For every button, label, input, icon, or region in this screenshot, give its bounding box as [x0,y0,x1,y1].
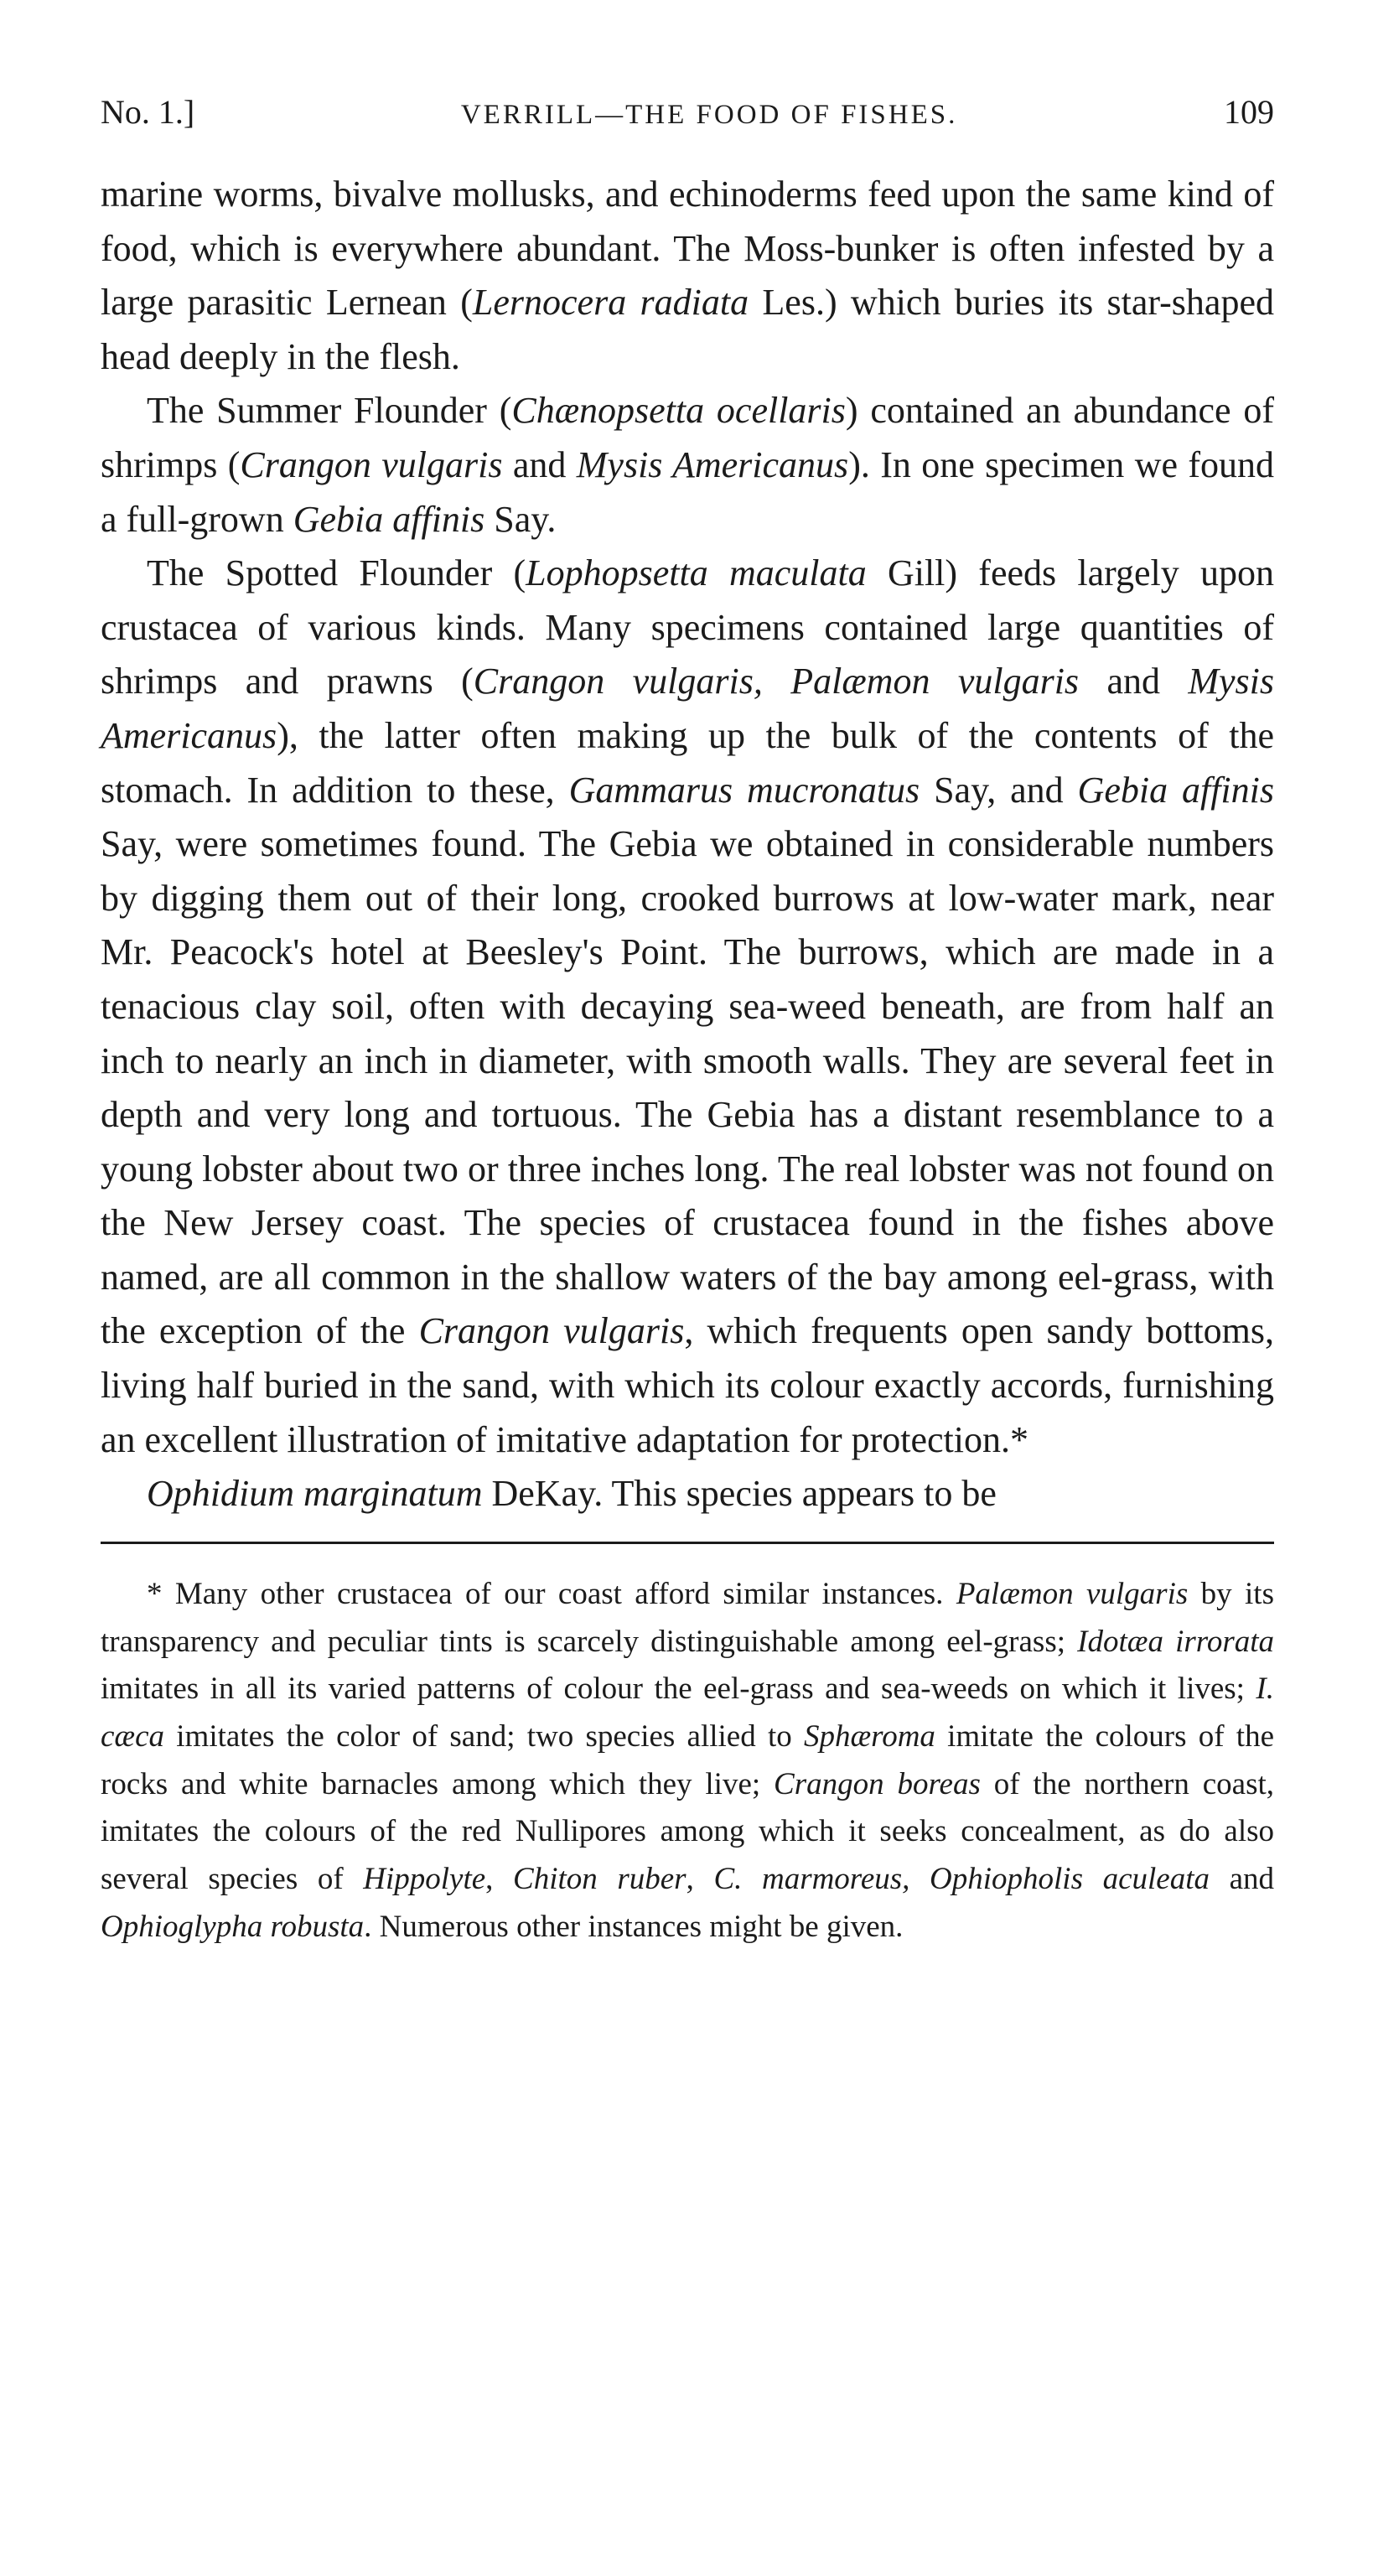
italic-text: Gebia affinis [1077,769,1274,811]
italic-text: Gebia affinis [293,498,485,540]
italic-text: Lernocera radiata [472,282,749,324]
footnote-divider [101,1542,1274,1544]
text-run: by its transparency and peculiar tints is scarcely distinguishable among eel-grass; [101,1576,1274,1659]
text-run: imitates the color of sand; two species allied to [164,1718,804,1754]
text-run: DeKay. This species appears to be [482,1473,997,1515]
italic-text: Idotæa irrorata [1077,1624,1274,1659]
italic-text: Lophopsetta maculata [526,552,867,594]
paragraph-4 [101,1467,1274,1521]
paragraph-1 [101,168,1274,384]
italic-text: Chænopsetta ocellaris [511,390,846,432]
italic-text: Crangon vulgaris, Palæmon vulgaris [473,661,1080,702]
italic-text: Crangon boreas [774,1766,981,1801]
italic-text: Chiton ruber [513,1862,686,1897]
text-run: , [485,1862,514,1897]
text-run: Say, were sometimes found. The Gebia we obtained in considerable numbers by digging them out of their long, crooked burrows at low-water mark, near Mr. Peacock's hotel at Beesley's Point. The burrows, which are made in a tenacious clay soil, often with decaying sea-weed beneath, are from half an inch to nearly an inch in diameter, with smooth walls. They are several feet in depth and very long and tortuous. The Gebia has a distant resemblance to a young lobster about two or three inches long. The real lobster was not found on the New Jersey coast. The species of crustacea found in the fishes above named, are all common in the shallow waters of the bay among eel-grass, with the exception of the [101,823,1274,1352]
text-run: ). In one specimen we found a full-grown [101,443,1275,540]
text-run: and [502,443,577,485]
italic-text: Gammarus mucronatus [568,769,920,811]
text-run: Say, and [920,769,1078,811]
text-run: of the northern coast, imitates the colours of the red Nullipores among which it seeks concealment, as do also several species of [101,1766,1274,1897]
text-run: * Many other crustacea of our coast afford similar instances. [147,1576,956,1611]
text-run: Say. [484,498,557,540]
page [101,92,1274,1951]
footnote [101,1571,1274,1951]
italic-text: Ophidium marginatum [147,1473,483,1515]
paragraph-3 [101,547,1274,1467]
italic-text: Ophioglypha robusta [101,1909,365,1944]
text-run: ) contained an abundance of shrimps ( [101,390,1274,485]
text-run: imitate the colours of the rocks and white barnacles among which they live; [101,1718,1274,1801]
text-run: Gill) feeds largely upon crustacea of various kinds. Many specimens contained large quantities of shrimps and prawns ( [101,552,1274,702]
italic-text: Mysis Americanus [576,443,849,485]
text-run: marine worms, bivalve mollusks, and echinoderms feed upon the same kind of food, which is everywhere abundant. The Moss-bunker is often infested by a large parasitic Lernean ( [101,174,1274,324]
italic-text: Mysis Americanus [101,661,1275,756]
italic-text: Crangon vulgaris [418,1310,685,1352]
italic-text: I. cæca [101,1672,1274,1754]
text-run: and [1079,661,1189,702]
text-run: Les.) which buries its star-shaped head deeply in the flesh. [101,282,1274,377]
text-run: The Spotted Flounder ( [147,552,526,594]
text-run: imitates in all its varied patterns of colour the eel-grass and sea-weeds on which it lives; [101,1672,1256,1707]
paragraph-2 [101,384,1274,547]
issue-number: No. 1.] [101,93,195,131]
text-run: , which frequents open sandy bottoms, living half buried in the sand, with which its colour exactly accords, furnishing an excellent illustration of imitative adaptation for protection.* [101,1310,1275,1460]
text-run: , [686,1862,714,1897]
running-title: VERRILL—THE FOOD OF FISHES. [460,100,958,130]
text-run: The Summer Flounder ( [147,390,512,432]
text-run: ), the latter often making up the bulk of the contents of the stomach. In addition to these, [101,714,1274,811]
italic-text: C. marmoreus, Ophiopholis aculeata [713,1862,1210,1897]
italic-text: Hippolyte [363,1862,486,1897]
text-run: . Numerous other instances might be given. [364,1909,904,1944]
text-run: and [1209,1862,1275,1897]
page-header [101,92,1274,143]
italic-text: Crangon vulgaris [240,443,503,485]
page-number: 109 [1223,93,1274,131]
body-text [101,168,1274,1521]
italic-text: Palæmon vulgaris [956,1576,1189,1611]
italic-text: Sphæroma [803,1718,935,1754]
